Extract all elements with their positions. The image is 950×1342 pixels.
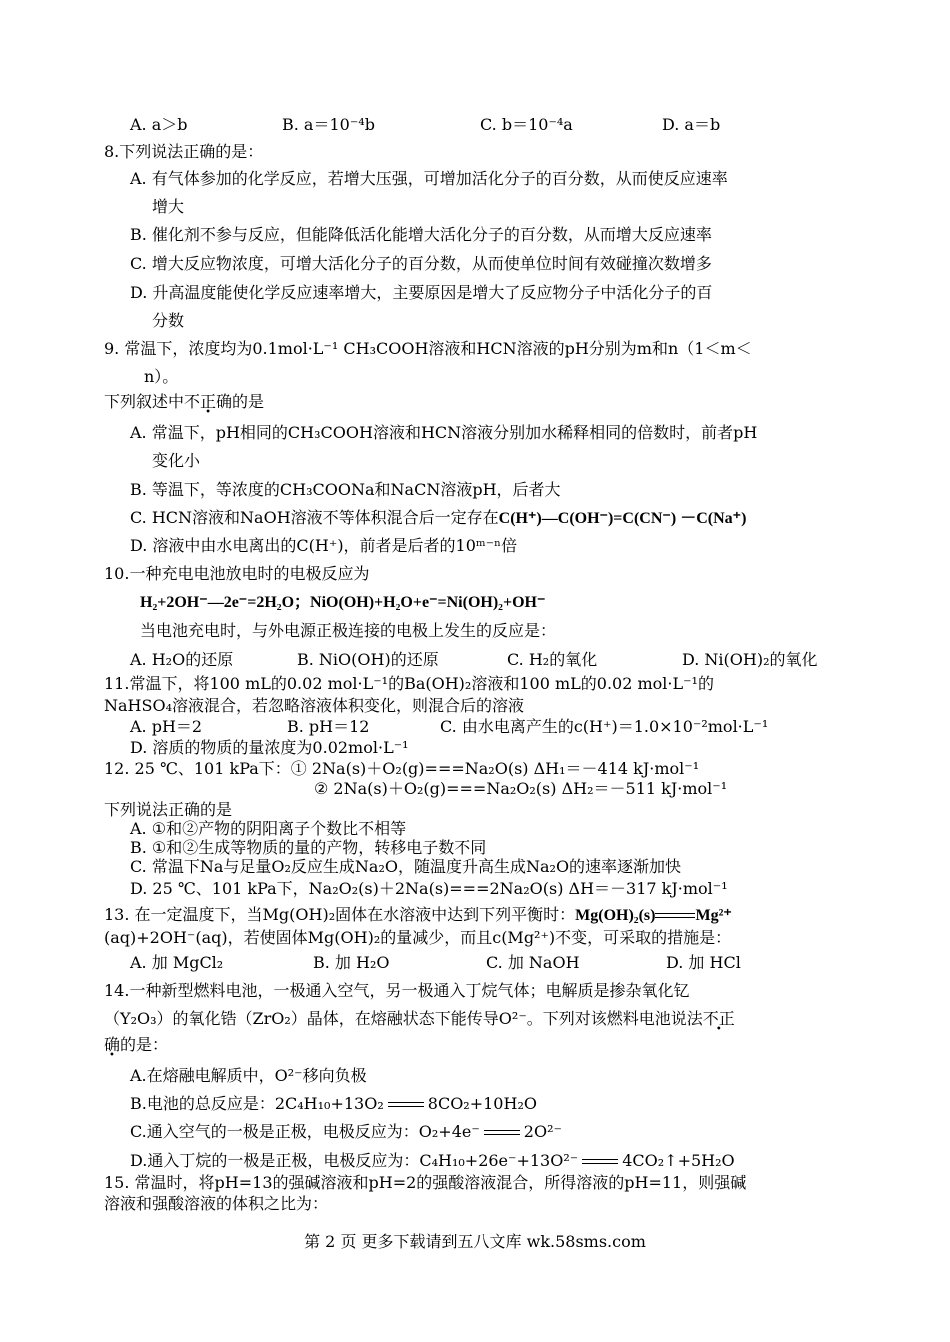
q14-stem: 14.一种新型燃料电池，一极通入空气，另一极通入丁烷气体；电解质是掺杂氧化钇 — [104, 981, 690, 1000]
q14-option-a: A.在熔融电解质中，O²⁻移向负极 — [130, 1066, 367, 1085]
q9-stem-cont: n）。 — [144, 367, 179, 386]
q8-stem: 8.下列说法正确的是： — [104, 142, 264, 161]
emphasis-dots: 确 — [104, 1035, 121, 1054]
page-footer: 第 2 页 更多下载请到五八文库 wk.58sms.com — [304, 1232, 646, 1251]
q13-option-b: B. 加 H₂O — [313, 953, 390, 972]
q7-option-c: C. b＝10⁻⁴a — [480, 115, 573, 134]
q9-option-a: A. 常温下，pH相同的CH₃COOH溶液和HCN溶液分别加水稀释相同的倍数时，前者pH — [130, 423, 758, 442]
q7-option-b: B. a＝10⁻⁴b — [282, 115, 375, 134]
equals-sign-icon — [484, 1130, 520, 1135]
q12-stem: 12. 25 ℃、101 kPa下：① 2Na(s)＋O₂(g)===Na₂O(s) ΔH₁＝－414 kJ·mol⁻¹ — [104, 759, 700, 778]
q10-stem: 10.一种充电电池放电时的电极反应为 — [104, 564, 370, 583]
q9-option-c: C. HCN溶液和NaOH溶液不等体积混合后一定存在C(H⁺)—C(OH⁻)=C(CN⁻) －C(Na⁺) — [130, 508, 747, 527]
q12-option-c: C. 常温下Na与足量O₂反应生成Na₂O，随温度升高生成Na₂O的速率逐渐加快 — [130, 857, 682, 876]
q8-option-d: D. 升高温度能使化学反应速率增大，主要原因是增大了反应物分子中活化分子的百 — [130, 283, 713, 302]
emphasis-dots: 不正 — [702, 1009, 735, 1028]
q9-stem: 9. 常温下，浓度均为0.1mol·L⁻¹ CH₃COOH溶液和HCN溶液的pH分别为m和n（1＜m＜ — [104, 339, 752, 358]
q8-option-b: B. 催化剂不参与反应，但能降低活化能增大活化分子的百分数，从而增大反应速率 — [130, 225, 712, 244]
q13-option-d: D. 加 HCl — [666, 953, 741, 972]
q8-option-a: A. 有气体参加的化学反应，若增大压强，可增加活化分子的百分数，从而使反应速率 — [130, 169, 728, 188]
q15-stem: 15. 常温时，将pH=13的强碱溶液和pH=2的强酸溶液混合，所得溶液的pH=11，则强碱 — [104, 1173, 747, 1192]
q14-stem-cont: （Y₂O₃）的氧化锆（ZrO₂）晶体，在熔融状态下能传导O²⁻。下列对该燃料电池说法不正 — [104, 1009, 735, 1028]
q10-question: 当电池充电时，与外电源正极连接的电极上发生的反应是： — [140, 621, 557, 640]
q8-option-c: C. 增大反应物浓度，可增大活化分子的百分数，从而使单位时间有效碰撞次数增多 — [130, 254, 712, 273]
q9-option-b: B. 等温下，等浓度的CH₃COONa和NaCN溶液pH，后者大 — [130, 480, 561, 499]
equals-sign-icon — [582, 1159, 618, 1164]
q10-option-b: B. NiO(OH)的还原 — [297, 650, 439, 669]
q12-option-a: A. ①和②产物的阴阳离子个数比不相等 — [130, 819, 407, 838]
q14-option-c: C.通入空气的一极是正极，电极反应为：O₂+4e⁻ 2O²⁻ — [130, 1122, 562, 1141]
q9-option-a-cont: 变化小 — [152, 451, 201, 470]
q14-option-d: D.通入丁烷的一极是正极，电极反应为：C₄H₁₀+26e⁻+13O²⁻ 4CO₂↑+5H₂O — [130, 1151, 735, 1170]
q13-option-a: A. 加 MgCl₂ — [130, 953, 224, 972]
q10-option-c: C. H₂的氧化 — [507, 650, 598, 669]
q7-option-a: A. a＞b — [130, 115, 188, 134]
q14-stem-question: 确的是： — [104, 1035, 169, 1054]
q11-option-c: C. 由水电离产生的c(H⁺)＝1.0×10⁻²mol·L⁻¹ — [440, 717, 769, 736]
q11-option-a: A. pH＝2 — [130, 717, 203, 736]
q12-question: 下列说法正确的是 — [104, 800, 233, 819]
q10-equation: H₂+2OH⁻—2e⁻=2H₂O；NiO(OH)+H₂O+e⁻=Ni(OH)₂+OH⁻ — [140, 594, 546, 611]
q8-option-a-cont: 增大 — [152, 197, 185, 216]
q11-option-d: D. 溶质的物质的量浓度为0.02mol·L⁻¹ — [130, 738, 409, 757]
q12-option-d: D. 25 ℃、101 kPa下，Na₂O₂(s)＋2Na(s)===2Na₂O(s) ΔH＝－317 kJ·mol⁻¹ — [130, 879, 728, 898]
q12-option-b: B. ①和②生成等物质的量的产物，转移电子数不同 — [130, 838, 487, 857]
q9-option-d: D. 溶液中由水电离出的C(H⁺)，前者是后者的10ᵐ⁻ⁿ倍 — [130, 536, 518, 555]
q11-option-b: B. pH＝12 — [287, 717, 370, 736]
q13-stem-cont: (aq)+2OH⁻(aq)，若使固体Mg(OH)₂的量减少，而且c(Mg²⁺)不变，可采取的措施是： — [104, 928, 732, 947]
equilibrium-arrow-icon — [655, 911, 695, 921]
q8-option-d-cont: 分数 — [152, 311, 185, 330]
q7-option-d: D. a＝b — [662, 115, 721, 134]
q10-option-a: A. H₂O的还原 — [130, 650, 234, 669]
q13-option-c: C. 加 NaOH — [486, 953, 580, 972]
q10-option-d: D. Ni(OH)₂的氧化 — [682, 650, 818, 669]
q13-stem: 13. 在一定温度下，当Mg(OH)₂固体在水溶液中达到下列平衡时：Mg(OH)₂(s) Mg²⁺ — [104, 905, 732, 924]
q11-stem-cont: NaHSO₄溶液混合，若忽略溶液体积变化，则混合后的溶液 — [104, 696, 524, 715]
equals-sign-icon — [388, 1102, 424, 1107]
q15-stem-cont: 溶液和强酸溶液的体积之比为： — [104, 1194, 329, 1213]
q12-stem-eq2: ② 2Na(s)＋O₂(g)===Na₂O₂(s) ΔH₂＝－511 kJ·mol⁻¹ — [314, 779, 728, 798]
q11-stem: 11.常温下，将100 mL的0.02 mol·L⁻¹的Ba(OH)₂溶液和100 mL的0.02 mol·L⁻¹的 — [104, 674, 714, 693]
emphasis-dots: 不正确 — [184, 392, 233, 411]
q14-option-b: B.电池的总反应是：2C₄H₁₀+13O₂ 8CO₂+10H₂O — [130, 1094, 537, 1113]
q9-stem-question: 下列叙述中不正确的是 — [104, 392, 265, 411]
